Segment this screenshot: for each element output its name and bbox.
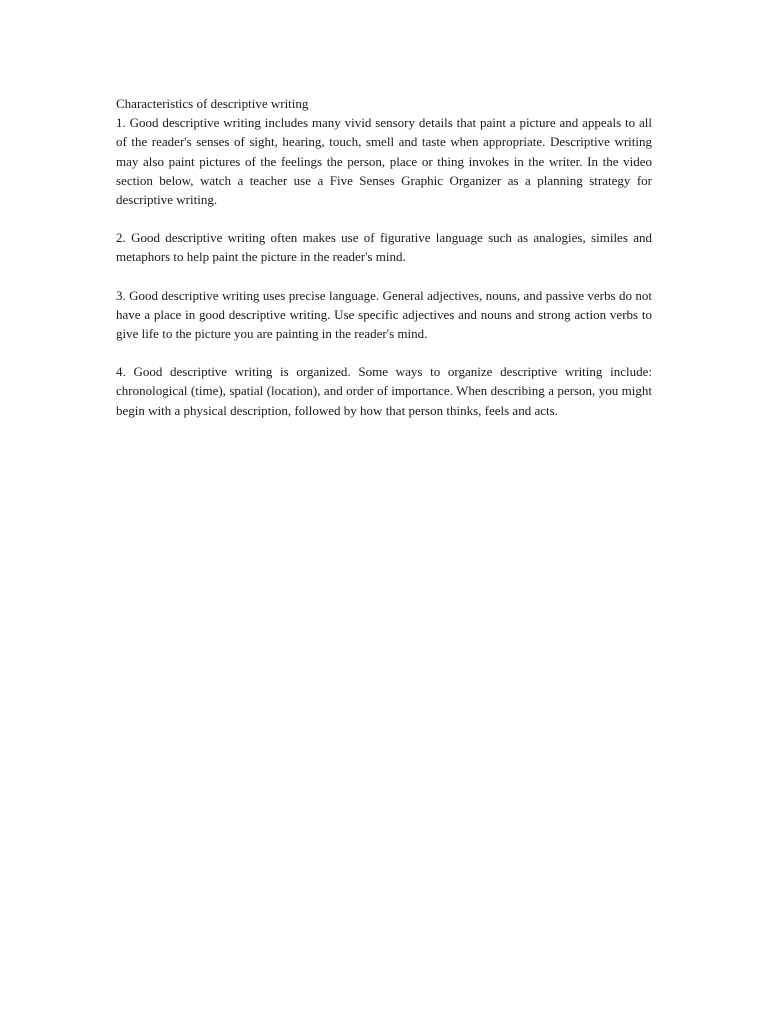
paragraph-1: 1. Good descriptive writing includes many vivid sensory details that paint a picture and appeals to all of the reader's senses of sight, hearing, touch, smell and taste when appropriate. Descriptive writing may also paint pictures of the feelings the person, place or thing invokes in the writer. In the video section below, watch a teacher use a Five Senses Graphic Organizer as a planning strategy for descriptive writing. xyxy=(116,115,652,208)
document-body xyxy=(116,94,652,420)
document-title: Characteristics of descriptive writing xyxy=(116,96,309,111)
paragraph-2: 2. Good descriptive writing often makes use of figurative language such as analogies, similes and metaphors to help paint the picture in the reader's mind. xyxy=(116,230,652,265)
paragraph-4: 4. Good descriptive writing is organized. Some ways to organize descriptive writing include: chronological (time), spatial (location), and order of importance. When describing a person, you might begin with a physical description, followed by how that person thinks, feels and acts. xyxy=(116,364,652,418)
paragraph-3: 3. Good descriptive writing uses precise language. General adjectives, nouns, and passive verbs do not have a place in good descriptive writing. Use specific adjectives and nouns and strong action verbs to give life to the picture you are painting in the reader's mind. xyxy=(116,287,652,342)
